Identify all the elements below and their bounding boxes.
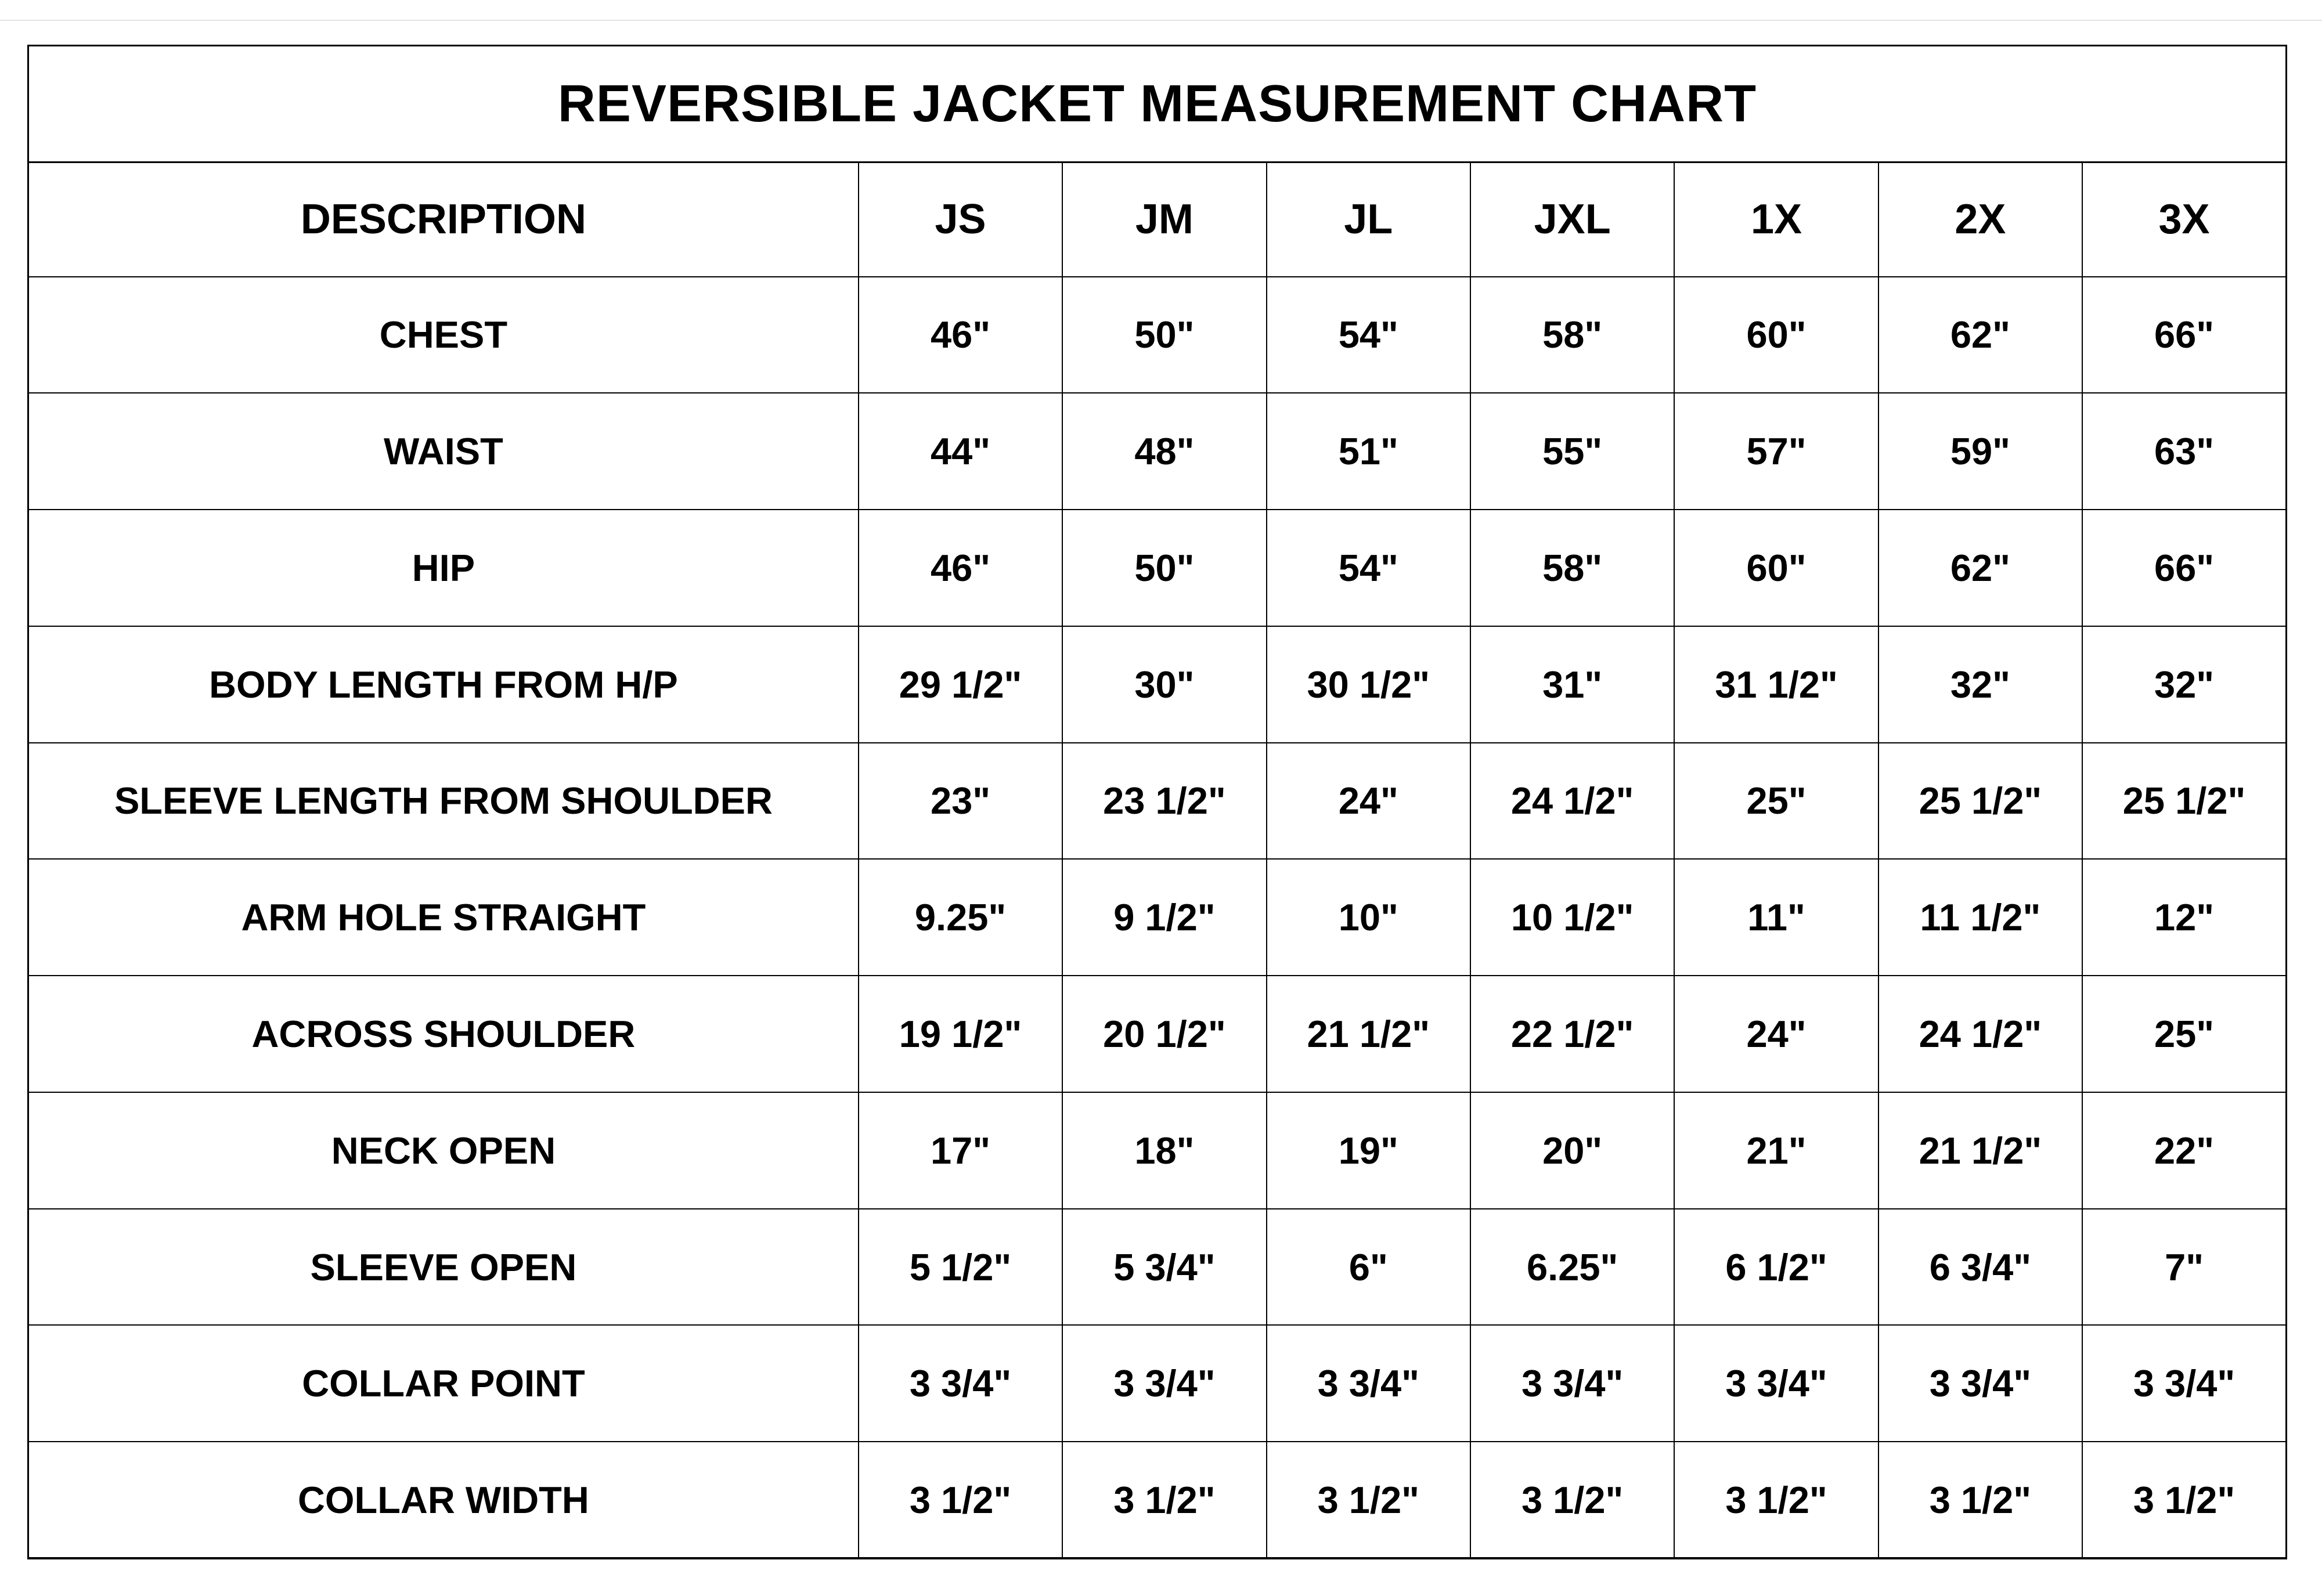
measurement-cell: 22 1/2" bbox=[1470, 976, 1674, 1092]
measurement-cell: 23 1/2" bbox=[1062, 743, 1266, 860]
measurement-cell: 57" bbox=[1674, 393, 1878, 510]
measurement-cell: 3 1/2" bbox=[1267, 1442, 1470, 1558]
measurement-cell: 3 3/4" bbox=[859, 1325, 1062, 1442]
measurement-cell: 59" bbox=[1878, 393, 2082, 510]
table-row bbox=[28, 626, 2287, 743]
measurement-cell: 29 1/2" bbox=[859, 626, 1062, 743]
measurement-cell: 31" bbox=[1470, 626, 1674, 743]
measurement-cell: 24 1/2" bbox=[1470, 743, 1674, 860]
measurement-cell: 5 3/4" bbox=[1062, 1209, 1266, 1326]
measurement-cell: 3 1/2" bbox=[1470, 1442, 1674, 1558]
chart-title: REVERSIBLE JACKET MEASUREMENT CHART bbox=[28, 46, 2287, 163]
table-row bbox=[28, 1209, 2287, 1326]
table-row bbox=[28, 510, 2287, 626]
measurement-cell: 25" bbox=[2082, 976, 2286, 1092]
row-label: SLEEVE OPEN bbox=[28, 1209, 859, 1326]
measurement-cell: 3 1/2" bbox=[1062, 1442, 1266, 1558]
measurement-cell: 3 1/2" bbox=[2082, 1442, 2286, 1558]
measurement-cell: 18" bbox=[1062, 1092, 1266, 1209]
column-header-jm: JM bbox=[1062, 163, 1266, 277]
measurement-cell: 25 1/2" bbox=[1878, 743, 2082, 860]
measurement-cell: 3 3/4" bbox=[2082, 1325, 2286, 1442]
table-row bbox=[28, 1325, 2287, 1442]
measurement-chart-table bbox=[27, 45, 2287, 1559]
top-divider-line bbox=[0, 20, 2322, 21]
measurement-cell: 25 1/2" bbox=[2082, 743, 2286, 860]
measurement-cell: 9 1/2" bbox=[1062, 859, 1266, 976]
measurement-cell: 48" bbox=[1062, 393, 1266, 510]
measurement-cell: 3 3/4" bbox=[1267, 1325, 1470, 1442]
measurement-cell: 50" bbox=[1062, 510, 1266, 626]
measurement-cell: 17" bbox=[859, 1092, 1062, 1209]
measurement-cell: 20 1/2" bbox=[1062, 976, 1266, 1092]
measurement-cell: 10" bbox=[1267, 859, 1470, 976]
measurement-cell: 46" bbox=[859, 277, 1062, 393]
measurement-cell: 3 1/2" bbox=[859, 1442, 1062, 1558]
measurement-cell: 20" bbox=[1470, 1092, 1674, 1209]
row-label: COLLAR POINT bbox=[28, 1325, 859, 1442]
column-header-js: JS bbox=[859, 163, 1062, 277]
measurement-cell: 58" bbox=[1470, 510, 1674, 626]
table-row bbox=[28, 393, 2287, 510]
measurement-cell: 62" bbox=[1878, 510, 2082, 626]
column-header-jxl: JXL bbox=[1470, 163, 1674, 277]
column-header-1x: 1X bbox=[1674, 163, 1878, 277]
measurement-cell: 9.25" bbox=[859, 859, 1062, 976]
header-row bbox=[28, 163, 2287, 277]
measurement-cell: 3 3/4" bbox=[1062, 1325, 1266, 1442]
row-label: HIP bbox=[28, 510, 859, 626]
measurement-cell: 3 3/4" bbox=[1674, 1325, 1878, 1442]
table-row bbox=[28, 1092, 2287, 1209]
measurement-cell: 44" bbox=[859, 393, 1062, 510]
measurement-cell: 58" bbox=[1470, 277, 1674, 393]
table-row bbox=[28, 277, 2287, 393]
measurement-cell: 21 1/2" bbox=[1267, 976, 1470, 1092]
column-header-2x: 2X bbox=[1878, 163, 2082, 277]
measurement-cell: 3 3/4" bbox=[1878, 1325, 2082, 1442]
measurement-cell: 22" bbox=[2082, 1092, 2286, 1209]
measurement-cell: 6" bbox=[1267, 1209, 1470, 1326]
measurement-cell: 63" bbox=[2082, 393, 2286, 510]
measurement-cell: 11 1/2" bbox=[1878, 859, 2082, 976]
row-label: COLLAR WIDTH bbox=[28, 1442, 859, 1558]
table-row bbox=[28, 976, 2287, 1092]
title-row bbox=[28, 46, 2287, 163]
row-label: SLEEVE LENGTH FROM SHOULDER bbox=[28, 743, 859, 860]
measurement-cell: 60" bbox=[1674, 510, 1878, 626]
measurement-cell: 21 1/2" bbox=[1878, 1092, 2082, 1209]
measurement-cell: 31 1/2" bbox=[1674, 626, 1878, 743]
row-label: WAIST bbox=[28, 393, 859, 510]
measurement-cell: 10 1/2" bbox=[1470, 859, 1674, 976]
measurement-cell: 24" bbox=[1674, 976, 1878, 1092]
measurement-rows bbox=[28, 277, 2287, 1559]
measurement-cell: 23" bbox=[859, 743, 1062, 860]
table-row bbox=[28, 1442, 2287, 1558]
measurement-cell: 3 3/4" bbox=[1470, 1325, 1674, 1442]
measurement-cell: 30" bbox=[1062, 626, 1266, 743]
row-label: ARM HOLE STRAIGHT bbox=[28, 859, 859, 976]
measurement-cell: 12" bbox=[2082, 859, 2286, 976]
measurement-cell: 19 1/2" bbox=[859, 976, 1062, 1092]
measurement-cell: 30 1/2" bbox=[1267, 626, 1470, 743]
measurement-cell: 24 1/2" bbox=[1878, 976, 2082, 1092]
measurement-cell: 51" bbox=[1267, 393, 1470, 510]
measurement-cell: 54" bbox=[1267, 277, 1470, 393]
measurement-cell: 3 1/2" bbox=[1674, 1442, 1878, 1558]
measurement-cell: 66" bbox=[2082, 510, 2286, 626]
measurement-cell: 6 3/4" bbox=[1878, 1209, 2082, 1326]
table-row bbox=[28, 859, 2287, 976]
measurement-cell: 54" bbox=[1267, 510, 1470, 626]
row-label: ACROSS SHOULDER bbox=[28, 976, 859, 1092]
column-header-jl: JL bbox=[1267, 163, 1470, 277]
measurement-cell: 60" bbox=[1674, 277, 1878, 393]
measurement-cell: 3 1/2" bbox=[1878, 1442, 2082, 1558]
table-row bbox=[28, 743, 2287, 860]
measurement-cell: 7" bbox=[2082, 1209, 2286, 1326]
measurement-cell: 6 1/2" bbox=[1674, 1209, 1878, 1326]
measurement-cell: 50" bbox=[1062, 277, 1266, 393]
measurement-cell: 5 1/2" bbox=[859, 1209, 1062, 1326]
column-header-3x: 3X bbox=[2082, 163, 2286, 277]
measurement-cell: 24" bbox=[1267, 743, 1470, 860]
measurement-cell: 25" bbox=[1674, 743, 1878, 860]
measurement-cell: 11" bbox=[1674, 859, 1878, 976]
column-header-description: DESCRIPTION bbox=[28, 163, 859, 277]
measurement-cell: 21" bbox=[1674, 1092, 1878, 1209]
measurement-cell: 46" bbox=[859, 510, 1062, 626]
measurement-cell: 19" bbox=[1267, 1092, 1470, 1209]
measurement-cell: 32" bbox=[1878, 626, 2082, 743]
measurement-cell: 6.25" bbox=[1470, 1209, 1674, 1326]
row-label: NECK OPEN bbox=[28, 1092, 859, 1209]
row-label: CHEST bbox=[28, 277, 859, 393]
measurement-cell: 62" bbox=[1878, 277, 2082, 393]
measurement-cell: 32" bbox=[2082, 626, 2286, 743]
measurement-cell: 66" bbox=[2082, 277, 2286, 393]
row-label: BODY LENGTH FROM H/P bbox=[28, 626, 859, 743]
measurement-cell: 55" bbox=[1470, 393, 1674, 510]
